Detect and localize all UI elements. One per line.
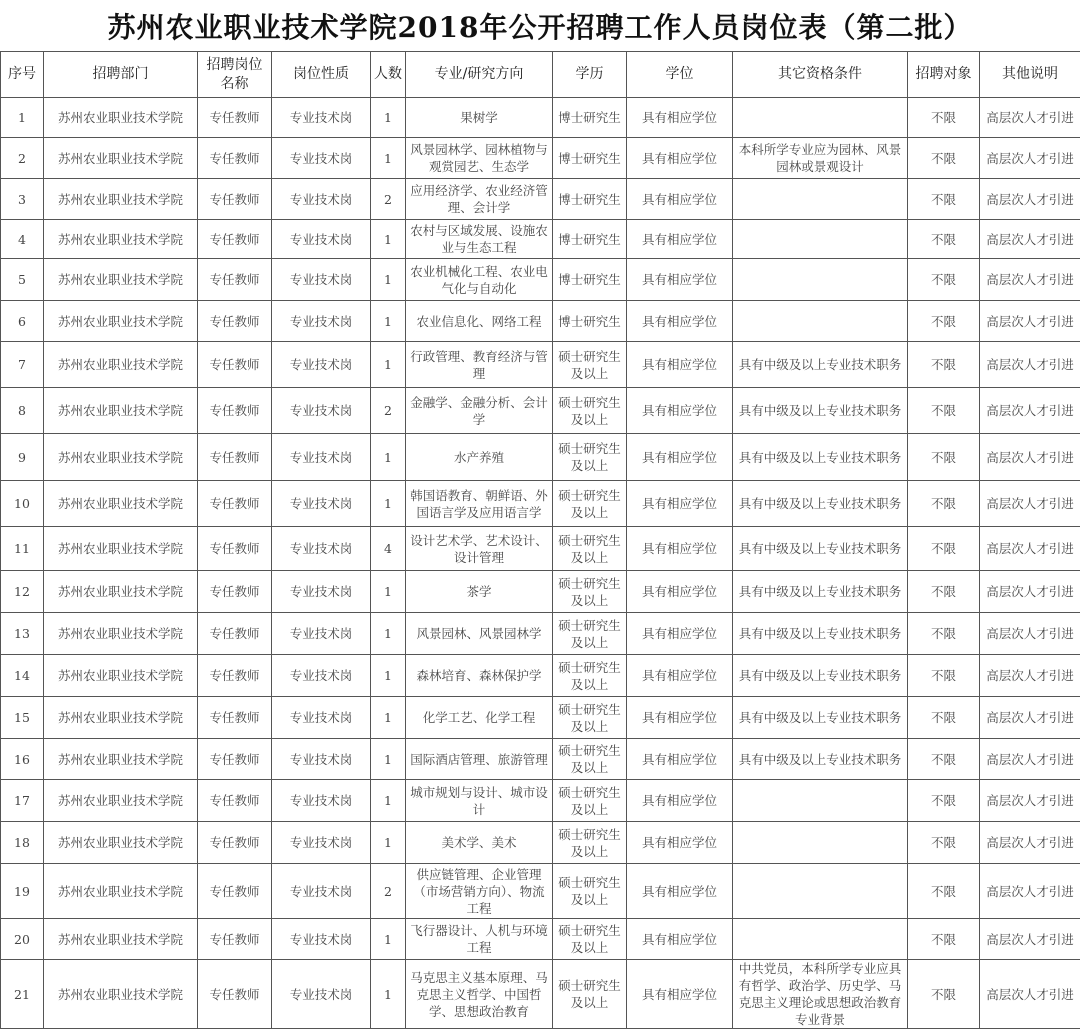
cell-note: 高层次人才引进 — [980, 697, 1080, 739]
cell-degree: 具有相应学位 — [627, 571, 733, 613]
cell-no: 20 — [1, 919, 44, 960]
page-title: 苏州农业职业技术学院2018年公开招聘工作人员岗位表（第二批） — [0, 0, 1080, 51]
cell-no: 16 — [1, 739, 44, 780]
cell-note: 高层次人才引进 — [980, 655, 1080, 697]
cell-position: 专任教师 — [198, 919, 272, 960]
cell-no: 9 — [1, 434, 44, 481]
cell-position: 专任教师 — [198, 434, 272, 481]
cell-no: 19 — [1, 864, 44, 919]
cell-degree: 具有相应学位 — [627, 822, 733, 864]
cell-no: 17 — [1, 780, 44, 822]
cell-other-req: 具有中级及以上专业技术职务 — [733, 434, 908, 481]
cell-position: 专任教师 — [198, 960, 272, 1029]
cell-dept: 苏州农业职业技术学院 — [44, 527, 198, 571]
table-row — [1, 138, 1080, 179]
cell-target: 不限 — [908, 481, 980, 527]
cell-degree: 具有相应学位 — [627, 919, 733, 960]
table-row — [1, 259, 1080, 301]
cell-target: 不限 — [908, 527, 980, 571]
cell-dept: 苏州农业职业技术学院 — [44, 919, 198, 960]
cell-count: 1 — [371, 655, 406, 697]
cell-target: 不限 — [908, 301, 980, 342]
cell-dept: 苏州农业职业技术学院 — [44, 739, 198, 780]
header-target: 招聘对象 — [908, 52, 980, 98]
cell-note: 高层次人才引进 — [980, 919, 1080, 960]
cell-target: 不限 — [908, 780, 980, 822]
cell-count: 1 — [371, 138, 406, 179]
cell-dept: 苏州农业职业技术学院 — [44, 697, 198, 739]
cell-type: 专业技术岗 — [272, 434, 371, 481]
cell-dept: 苏州农业职业技术学院 — [44, 98, 198, 138]
cell-count: 1 — [371, 919, 406, 960]
cell-other-req: 具有中级及以上专业技术职务 — [733, 527, 908, 571]
table-row — [1, 481, 1080, 527]
cell-other-req — [733, 780, 908, 822]
cell-note: 高层次人才引进 — [980, 613, 1080, 655]
table-row — [1, 655, 1080, 697]
header-education: 学历 — [553, 52, 627, 98]
header-other-req: 其它资格条件 — [733, 52, 908, 98]
cell-degree: 具有相应学位 — [627, 481, 733, 527]
cell-dept: 苏州农业职业技术学院 — [44, 960, 198, 1029]
cell-target: 不限 — [908, 613, 980, 655]
cell-type: 专业技术岗 — [272, 697, 371, 739]
cell-other-req — [733, 98, 908, 138]
cell-dept: 苏州农业职业技术学院 — [44, 179, 198, 220]
cell-target: 不限 — [908, 98, 980, 138]
cell-other-req — [733, 864, 908, 919]
cell-note: 高层次人才引进 — [980, 571, 1080, 613]
table-row — [1, 220, 1080, 259]
cell-count: 1 — [371, 220, 406, 259]
cell-dept: 苏州农业职业技术学院 — [44, 571, 198, 613]
cell-other-req: 具有中级及以上专业技术职务 — [733, 655, 908, 697]
cell-count: 4 — [371, 527, 406, 571]
cell-position: 专任教师 — [198, 481, 272, 527]
cell-type: 专业技术岗 — [272, 179, 371, 220]
cell-no: 1 — [1, 98, 44, 138]
cell-target: 不限 — [908, 342, 980, 388]
cell-position: 专任教师 — [198, 220, 272, 259]
cell-major: 农村与区域发展、设施农业与生态工程 — [406, 220, 553, 259]
cell-target: 不限 — [908, 220, 980, 259]
cell-no: 12 — [1, 571, 44, 613]
cell-other-req: 具有中级及以上专业技术职务 — [733, 481, 908, 527]
cell-major: 设计艺术学、艺术设计、设计管理 — [406, 527, 553, 571]
cell-education: 硕士研究生及以上 — [553, 342, 627, 388]
cell-type: 专业技术岗 — [272, 780, 371, 822]
cell-degree: 具有相应学位 — [627, 179, 733, 220]
cell-other-req: 具有中级及以上专业技术职务 — [733, 342, 908, 388]
table-row — [1, 98, 1080, 138]
cell-dept: 苏州农业职业技术学院 — [44, 301, 198, 342]
cell-position: 专任教师 — [198, 259, 272, 301]
cell-target: 不限 — [908, 259, 980, 301]
cell-major: 茶学 — [406, 571, 553, 613]
cell-degree: 具有相应学位 — [627, 301, 733, 342]
cell-note: 高层次人才引进 — [980, 864, 1080, 919]
cell-no: 3 — [1, 179, 44, 220]
cell-education: 硕士研究生及以上 — [553, 780, 627, 822]
cell-major: 化学工艺、化学工程 — [406, 697, 553, 739]
cell-education: 博士研究生 — [553, 98, 627, 138]
cell-other-req: 中共党员，本科所学专业应具有哲学、政治学、历史学、马克思主义理论或思想政治教育专业背景 — [733, 960, 908, 1029]
cell-major: 农业机械化工程、农业电气化与自动化 — [406, 259, 553, 301]
table-row — [1, 919, 1080, 960]
cell-no: 4 — [1, 220, 44, 259]
cell-dept: 苏州农业职业技术学院 — [44, 138, 198, 179]
cell-position: 专任教师 — [198, 822, 272, 864]
table-header-row — [1, 52, 1080, 98]
table-row — [1, 822, 1080, 864]
cell-type: 专业技术岗 — [272, 739, 371, 780]
cell-major: 马克思主义基本原理、马克思主义哲学、中国哲学、思想政治教育 — [406, 960, 553, 1029]
table-row — [1, 571, 1080, 613]
table-row — [1, 301, 1080, 342]
table-row — [1, 864, 1080, 919]
cell-dept: 苏州农业职业技术学院 — [44, 434, 198, 481]
cell-position: 专任教师 — [198, 697, 272, 739]
cell-type: 专业技术岗 — [272, 481, 371, 527]
cell-type: 专业技术岗 — [272, 919, 371, 960]
cell-target: 不限 — [908, 571, 980, 613]
cell-type: 专业技术岗 — [272, 342, 371, 388]
cell-note: 高层次人才引进 — [980, 527, 1080, 571]
cell-degree: 具有相应学位 — [627, 613, 733, 655]
cell-note: 高层次人才引进 — [980, 822, 1080, 864]
cell-dept: 苏州农业职业技术学院 — [44, 655, 198, 697]
table-row — [1, 342, 1080, 388]
cell-count: 1 — [371, 98, 406, 138]
cell-major: 风景园林、风景园林学 — [406, 613, 553, 655]
cell-education: 硕士研究生及以上 — [553, 919, 627, 960]
cell-education: 博士研究生 — [553, 179, 627, 220]
cell-position: 专任教师 — [198, 864, 272, 919]
cell-major: 美术学、美术 — [406, 822, 553, 864]
cell-dept: 苏州农业职业技术学院 — [44, 220, 198, 259]
cell-degree: 具有相应学位 — [627, 98, 733, 138]
recruitment-table — [0, 51, 1080, 1029]
cell-major: 森林培育、森林保护学 — [406, 655, 553, 697]
cell-type: 专业技术岗 — [272, 613, 371, 655]
cell-dept: 苏州农业职业技术学院 — [44, 259, 198, 301]
cell-major: 水产养殖 — [406, 434, 553, 481]
cell-dept: 苏州农业职业技术学院 — [44, 388, 198, 434]
cell-note: 高层次人才引进 — [980, 301, 1080, 342]
cell-no: 8 — [1, 388, 44, 434]
cell-position: 专任教师 — [198, 613, 272, 655]
cell-major: 行政管理、教育经济与管理 — [406, 342, 553, 388]
cell-note: 高层次人才引进 — [980, 960, 1080, 1029]
cell-note: 高层次人才引进 — [980, 739, 1080, 780]
cell-education: 博士研究生 — [553, 138, 627, 179]
cell-other-req — [733, 822, 908, 864]
cell-other-req — [733, 179, 908, 220]
cell-type: 专业技术岗 — [272, 571, 371, 613]
cell-other-req — [733, 259, 908, 301]
cell-education: 硕士研究生及以上 — [553, 388, 627, 434]
cell-type: 专业技术岗 — [272, 822, 371, 864]
cell-count: 1 — [371, 301, 406, 342]
cell-degree: 具有相应学位 — [627, 655, 733, 697]
cell-type: 专业技术岗 — [272, 138, 371, 179]
cell-target: 不限 — [908, 388, 980, 434]
cell-other-req — [733, 301, 908, 342]
cell-degree: 具有相应学位 — [627, 342, 733, 388]
cell-education: 博士研究生 — [553, 259, 627, 301]
cell-type: 专业技术岗 — [272, 388, 371, 434]
cell-type: 专业技术岗 — [272, 527, 371, 571]
table-row — [1, 780, 1080, 822]
table-row — [1, 527, 1080, 571]
cell-count: 1 — [371, 259, 406, 301]
cell-education: 博士研究生 — [553, 301, 627, 342]
cell-degree: 具有相应学位 — [627, 960, 733, 1029]
header-dept: 招聘部门 — [44, 52, 198, 98]
cell-count: 1 — [371, 342, 406, 388]
cell-major: 风景园林学、园林植物与观赏园艺、生态学 — [406, 138, 553, 179]
cell-degree: 具有相应学位 — [627, 780, 733, 822]
cell-type: 专业技术岗 — [272, 259, 371, 301]
table-row — [1, 697, 1080, 739]
cell-education: 硕士研究生及以上 — [553, 434, 627, 481]
cell-position: 专任教师 — [198, 739, 272, 780]
table-row — [1, 739, 1080, 780]
table-row — [1, 613, 1080, 655]
header-position-name-line1: 招聘岗位 — [207, 57, 263, 73]
cell-degree: 具有相应学位 — [627, 220, 733, 259]
header-type: 岗位性质 — [272, 52, 371, 98]
cell-no: 5 — [1, 259, 44, 301]
cell-note: 高层次人才引进 — [980, 388, 1080, 434]
cell-major: 农业信息化、网络工程 — [406, 301, 553, 342]
cell-position: 专任教师 — [198, 571, 272, 613]
cell-target: 不限 — [908, 655, 980, 697]
cell-major: 韩国语教育、朝鲜语、外国语言学及应用语言学 — [406, 481, 553, 527]
cell-other-req: 具有中级及以上专业技术职务 — [733, 571, 908, 613]
cell-count: 2 — [371, 179, 406, 220]
cell-education: 硕士研究生及以上 — [553, 739, 627, 780]
cell-education: 博士研究生 — [553, 220, 627, 259]
cell-count: 2 — [371, 388, 406, 434]
cell-count: 2 — [371, 864, 406, 919]
cell-no: 2 — [1, 138, 44, 179]
cell-position: 专任教师 — [198, 342, 272, 388]
cell-type: 专业技术岗 — [272, 960, 371, 1029]
cell-education: 硕士研究生及以上 — [553, 697, 627, 739]
cell-no: 6 — [1, 301, 44, 342]
cell-note: 高层次人才引进 — [980, 481, 1080, 527]
cell-position: 专任教师 — [198, 388, 272, 434]
header-major: 专业/研究方向 — [406, 52, 553, 98]
cell-degree: 具有相应学位 — [627, 697, 733, 739]
header-degree: 学位 — [627, 52, 733, 98]
cell-major: 城市规划与设计、城市设计 — [406, 780, 553, 822]
cell-degree: 具有相应学位 — [627, 527, 733, 571]
cell-major: 金融学、金融分析、会计学 — [406, 388, 553, 434]
cell-position: 专任教师 — [198, 179, 272, 220]
cell-other-req: 具有中级及以上专业技术职务 — [733, 739, 908, 780]
cell-type: 专业技术岗 — [272, 98, 371, 138]
cell-target: 不限 — [908, 138, 980, 179]
cell-position: 专任教师 — [198, 780, 272, 822]
cell-other-req — [733, 919, 908, 960]
cell-education: 硕士研究生及以上 — [553, 822, 627, 864]
cell-degree: 具有相应学位 — [627, 434, 733, 481]
cell-other-req: 本科所学专业应为园林、风景园林或景观设计 — [733, 138, 908, 179]
cell-no: 21 — [1, 960, 44, 1029]
cell-degree: 具有相应学位 — [627, 739, 733, 780]
header-note: 其他说明 — [980, 52, 1080, 98]
cell-dept: 苏州农业职业技术学院 — [44, 822, 198, 864]
cell-no: 7 — [1, 342, 44, 388]
cell-count: 1 — [371, 780, 406, 822]
table-row — [1, 434, 1080, 481]
cell-target: 不限 — [908, 822, 980, 864]
cell-type: 专业技术岗 — [272, 301, 371, 342]
cell-education: 硕士研究生及以上 — [553, 571, 627, 613]
cell-other-req — [733, 220, 908, 259]
cell-major: 果树学 — [406, 98, 553, 138]
cell-degree: 具有相应学位 — [627, 388, 733, 434]
cell-no: 15 — [1, 697, 44, 739]
cell-target: 不限 — [908, 919, 980, 960]
cell-dept: 苏州农业职业技术学院 — [44, 780, 198, 822]
header-position-name-line2: 名称 — [221, 76, 249, 92]
cell-position: 专任教师 — [198, 98, 272, 138]
cell-position: 专任教师 — [198, 301, 272, 342]
cell-count: 1 — [371, 822, 406, 864]
cell-position: 专任教师 — [198, 655, 272, 697]
cell-dept: 苏州农业职业技术学院 — [44, 613, 198, 655]
cell-note: 高层次人才引进 — [980, 138, 1080, 179]
cell-major: 应用经济学、农业经济管理、会计学 — [406, 179, 553, 220]
cell-count: 1 — [371, 960, 406, 1029]
cell-major: 供应链管理、企业管理（市场营销方向）、物流工程 — [406, 864, 553, 919]
cell-education: 硕士研究生及以上 — [553, 613, 627, 655]
cell-education: 硕士研究生及以上 — [553, 960, 627, 1029]
cell-count: 1 — [371, 613, 406, 655]
cell-education: 硕士研究生及以上 — [553, 655, 627, 697]
cell-no: 13 — [1, 613, 44, 655]
header-count: 人数 — [371, 52, 406, 98]
cell-dept: 苏州农业职业技术学院 — [44, 342, 198, 388]
cell-note: 高层次人才引进 — [980, 342, 1080, 388]
cell-target: 不限 — [908, 179, 980, 220]
cell-other-req: 具有中级及以上专业技术职务 — [733, 697, 908, 739]
cell-other-req: 具有中级及以上专业技术职务 — [733, 613, 908, 655]
cell-note: 高层次人才引进 — [980, 434, 1080, 481]
cell-count: 1 — [371, 739, 406, 780]
cell-major: 飞行器设计、人机与环境工程 — [406, 919, 553, 960]
cell-note: 高层次人才引进 — [980, 220, 1080, 259]
cell-degree: 具有相应学位 — [627, 259, 733, 301]
cell-target: 不限 — [908, 434, 980, 481]
cell-target: 不限 — [908, 739, 980, 780]
cell-type: 专业技术岗 — [272, 864, 371, 919]
cell-education: 硕士研究生及以上 — [553, 864, 627, 919]
cell-note: 高层次人才引进 — [980, 780, 1080, 822]
cell-no: 18 — [1, 822, 44, 864]
table-row — [1, 388, 1080, 434]
cell-other-req: 具有中级及以上专业技术职务 — [733, 388, 908, 434]
cell-target: 不限 — [908, 864, 980, 919]
cell-no: 14 — [1, 655, 44, 697]
cell-target: 不限 — [908, 960, 980, 1029]
cell-note: 高层次人才引进 — [980, 259, 1080, 301]
table-body — [1, 98, 1080, 1029]
cell-dept: 苏州农业职业技术学院 — [44, 864, 198, 919]
cell-position: 专任教师 — [198, 527, 272, 571]
cell-education: 硕士研究生及以上 — [553, 481, 627, 527]
table-row — [1, 960, 1080, 1029]
cell-type: 专业技术岗 — [272, 655, 371, 697]
header-position-name — [198, 52, 272, 98]
cell-no: 10 — [1, 481, 44, 527]
cell-education: 硕士研究生及以上 — [553, 527, 627, 571]
cell-dept: 苏州农业职业技术学院 — [44, 481, 198, 527]
cell-degree: 具有相应学位 — [627, 138, 733, 179]
cell-major: 国际酒店管理、旅游管理 — [406, 739, 553, 780]
cell-target: 不限 — [908, 697, 980, 739]
cell-count: 1 — [371, 697, 406, 739]
cell-count: 1 — [371, 571, 406, 613]
header-no: 序号 — [1, 52, 44, 98]
cell-type: 专业技术岗 — [272, 220, 371, 259]
cell-count: 1 — [371, 481, 406, 527]
cell-degree: 具有相应学位 — [627, 864, 733, 919]
cell-count: 1 — [371, 434, 406, 481]
table-row — [1, 179, 1080, 220]
cell-note: 高层次人才引进 — [980, 98, 1080, 138]
cell-position: 专任教师 — [198, 138, 272, 179]
cell-no: 11 — [1, 527, 44, 571]
cell-note: 高层次人才引进 — [980, 179, 1080, 220]
